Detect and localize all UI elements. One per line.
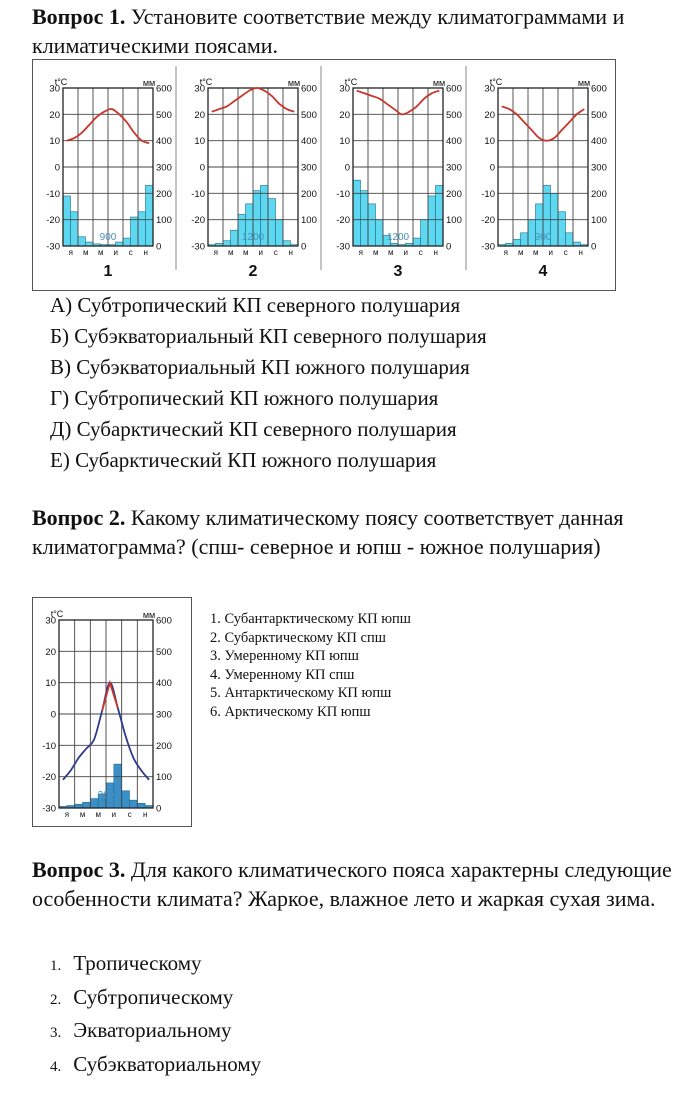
month-label: м xyxy=(373,248,379,257)
precip-tick-label: 0 xyxy=(156,803,162,815)
climatogram xyxy=(46,77,172,280)
q1-answer: Е) Субарктический КП южного полушария xyxy=(50,448,437,472)
precip-bar xyxy=(376,220,384,246)
q2-heading xyxy=(32,503,677,561)
precip-tick-label: 600 xyxy=(156,615,172,627)
q2-option: 2. Субарктическому КП спш xyxy=(210,629,386,646)
q1-answer: Г) Субтропический КП южного полушария xyxy=(50,386,439,410)
temp-tick-label: 10 xyxy=(484,136,495,148)
precip-tick-label: 0 xyxy=(591,241,597,253)
precip-tick-label: 400 xyxy=(156,136,172,148)
month-label: н xyxy=(288,248,293,257)
precip-tick-label: 500 xyxy=(156,109,172,121)
precip-tick-label: 400 xyxy=(156,678,172,690)
total-precip-label: 1200 xyxy=(241,232,265,243)
precip-tick-label: 100 xyxy=(301,215,317,227)
temp-tick-label: -20 xyxy=(481,215,495,227)
temp-axis-label: t°C xyxy=(199,77,213,87)
q2-climatogram-frame xyxy=(32,597,192,827)
precip-bar xyxy=(413,238,421,246)
precip-bar xyxy=(558,212,566,246)
temp-tick-label: -10 xyxy=(42,740,56,752)
q3-heading xyxy=(32,855,677,913)
precip-bar xyxy=(78,237,86,246)
temp-axis-label: t°C xyxy=(50,609,64,619)
q3-option: 2. Субтропическому xyxy=(50,984,234,1009)
temp-axis-label: t°C xyxy=(489,77,503,87)
month-label: я xyxy=(358,248,363,257)
temp-tick-label: -10 xyxy=(46,188,60,200)
month-label: н xyxy=(433,248,438,257)
month-label: я xyxy=(503,248,508,257)
precip-tick-label: 400 xyxy=(301,136,317,148)
temp-tick-label: 0 xyxy=(344,162,350,174)
month-label: м xyxy=(95,810,101,819)
precip-tick-label: 500 xyxy=(591,109,607,121)
q2-option: 4. Умеренному КП спш xyxy=(210,666,355,683)
precip-bar xyxy=(428,196,436,246)
precip-bar xyxy=(114,764,122,808)
q1-answer: А) Субтропический КП северного полушария xyxy=(50,293,461,317)
precip-tick-label: 600 xyxy=(446,83,462,95)
temp-tick-label: -20 xyxy=(46,215,60,227)
chart-number: 3 xyxy=(393,263,403,280)
total-precip-label: 900 xyxy=(99,232,117,243)
precip-axis-label: мм xyxy=(287,78,301,88)
precip-tick-label: 300 xyxy=(156,162,172,174)
precip-bar xyxy=(223,241,231,246)
precip-tick-label: 200 xyxy=(156,740,172,752)
temp-axis-label: t°C xyxy=(54,77,68,87)
precip-bar xyxy=(122,791,130,808)
temp-tick-label: 10 xyxy=(194,136,205,148)
precip-bar xyxy=(513,239,521,246)
precip-tick-label: 100 xyxy=(156,772,172,784)
q1-label: Вопрос 1. xyxy=(32,4,126,29)
precip-tick-label: 300 xyxy=(446,162,462,174)
q3-option: 3. Экваториальному xyxy=(50,1018,232,1042)
month-label: м xyxy=(388,248,394,257)
precip-axis-label: мм xyxy=(432,78,446,88)
temp-tick-label: 20 xyxy=(339,109,350,121)
temp-tick-label: -10 xyxy=(191,188,205,200)
temp-tick-label: 30 xyxy=(339,83,350,95)
temp-tick-label: -30 xyxy=(481,241,495,253)
precip-bar xyxy=(268,199,276,246)
temp-tick-label: 30 xyxy=(49,83,60,95)
precip-bar xyxy=(436,185,444,246)
precip-tick-label: 100 xyxy=(156,215,172,227)
q1-climatograms xyxy=(33,60,615,290)
precip-tick-label: 300 xyxy=(156,709,172,721)
month-label: и xyxy=(113,248,118,257)
q2-option: 6. Арктическому КП юпш xyxy=(210,703,371,720)
month-label: и xyxy=(258,248,263,257)
chart-number: 4 xyxy=(538,263,548,280)
chart-number: 2 xyxy=(248,263,258,280)
temp-tick-label: 0 xyxy=(54,162,60,174)
temp-tick-label: 30 xyxy=(194,83,205,95)
precip-tick-label: 0 xyxy=(301,241,307,253)
month-label: и xyxy=(403,248,408,257)
precip-tick-label: 300 xyxy=(591,162,607,174)
q2-options xyxy=(210,610,411,722)
month-label: с xyxy=(563,248,568,257)
precip-tick-label: 200 xyxy=(446,188,462,200)
precip-tick-label: 600 xyxy=(591,83,607,95)
precip-tick-label: 400 xyxy=(591,136,607,148)
precip-tick-label: 400 xyxy=(446,136,462,148)
temp-tick-label: -20 xyxy=(336,215,350,227)
precip-bar xyxy=(283,241,291,246)
month-label: н xyxy=(143,810,148,819)
precip-bar xyxy=(83,802,91,808)
month-label: я xyxy=(68,248,73,257)
precip-axis-label: мм xyxy=(142,78,156,88)
q3-label: Вопрос 3. xyxy=(32,857,126,882)
precip-bar xyxy=(63,196,71,246)
temp-tick-label: -20 xyxy=(191,215,205,227)
precip-tick-label: 200 xyxy=(301,188,317,200)
month-label: м xyxy=(518,248,524,257)
month-label: м xyxy=(228,248,234,257)
precip-bar xyxy=(368,204,376,246)
month-label: с xyxy=(418,248,423,257)
q2-option: 1. Субантарктическому КП юпш xyxy=(210,611,411,627)
q1-text: Установите соответствие между климатограммами и климатическими поясами. xyxy=(32,4,625,58)
month-label: я xyxy=(64,810,70,819)
temp-tick-label: 10 xyxy=(49,136,60,148)
precip-tick-label: 600 xyxy=(301,83,317,95)
temp-tick-label: 20 xyxy=(49,109,60,121)
q3-option: 1. Тропическому xyxy=(50,951,202,975)
q1-answer: Б) Субэкваториальный КП северного полушария xyxy=(50,324,487,348)
precip-tick-label: 200 xyxy=(591,188,607,200)
temp-tick-label: -30 xyxy=(336,241,350,253)
total-precip-label: 900 xyxy=(534,232,552,243)
temp-tick-label: 0 xyxy=(199,162,205,174)
month-label: с xyxy=(128,248,133,257)
month-label: м xyxy=(83,248,89,257)
precip-bar xyxy=(146,185,154,246)
precip-bar xyxy=(130,800,138,808)
precip-tick-label: 0 xyxy=(446,241,452,253)
precip-bar xyxy=(138,212,146,246)
q2-label: Вопрос 2. xyxy=(32,505,126,530)
month-label: н xyxy=(143,248,148,257)
precip-bar xyxy=(521,233,529,246)
temp-tick-label: 20 xyxy=(45,646,56,658)
temp-tick-label: 30 xyxy=(45,615,56,627)
temp-tick-label: 20 xyxy=(194,109,205,121)
month-label: м xyxy=(98,248,104,257)
total-precip-label: 1200 xyxy=(386,232,410,243)
q1-answers xyxy=(50,290,487,476)
precip-bar xyxy=(71,212,79,246)
temp-tick-label: 10 xyxy=(339,136,350,148)
q1-heading xyxy=(32,2,677,60)
temp-tick-label: -10 xyxy=(481,188,495,200)
precip-bar xyxy=(137,803,145,808)
month-label: м xyxy=(533,248,539,257)
total-precip-label: 300 xyxy=(97,790,115,801)
temp-tick-label: 10 xyxy=(45,678,56,690)
climatogram xyxy=(481,77,607,280)
month-label: и xyxy=(111,810,117,819)
precip-bar xyxy=(566,233,574,246)
precip-bar xyxy=(131,217,139,246)
temp-tick-label: 0 xyxy=(50,709,56,721)
precip-bar xyxy=(361,191,369,246)
precip-tick-label: 500 xyxy=(301,109,317,121)
precip-axis-label: мм xyxy=(142,610,156,620)
temp-tick-label: 0 xyxy=(489,162,495,174)
month-label: я xyxy=(213,248,218,257)
temp-tick-label: -30 xyxy=(46,241,60,253)
precip-tick-label: 200 xyxy=(156,188,172,200)
temp-tick-label: -30 xyxy=(42,803,56,815)
q3-text: Для какого климатического пояса характерны следующие особенности климата? Жаркое, влажное лето и жаркая сухая зима. xyxy=(32,857,672,911)
precip-tick-label: 300 xyxy=(301,162,317,174)
month-label: с xyxy=(273,248,278,257)
q3-option: 4. Субэкваториальному xyxy=(50,1051,262,1076)
temp-tick-label: 20 xyxy=(484,109,495,121)
temp-tick-label: 30 xyxy=(484,83,495,95)
month-label: м xyxy=(79,810,86,819)
chart-number: 1 xyxy=(103,263,113,280)
q2-text: Какому климатическому поясу соответствует данная климатограмма? (спш- северное и юпш - южное полушария) xyxy=(32,505,624,559)
climatogram xyxy=(191,77,317,280)
precip-tick-label: 500 xyxy=(156,646,172,658)
month-label: н xyxy=(578,248,583,257)
precip-tick-label: 100 xyxy=(591,215,607,227)
precip-bar xyxy=(123,238,131,246)
climatogram xyxy=(336,77,462,280)
q1-answer: В) Субэкваториальный КП южного полушария xyxy=(50,355,470,379)
precip-bar xyxy=(353,180,361,246)
month-label: и xyxy=(548,248,553,257)
temp-tick-label: -10 xyxy=(336,188,350,200)
precip-tick-label: 500 xyxy=(446,109,462,121)
q1-answer: Д) Субарктический КП северного полушария xyxy=(50,417,457,441)
precip-tick-label: 600 xyxy=(156,83,172,95)
precip-tick-label: 100 xyxy=(446,215,462,227)
q2-climatogram xyxy=(33,598,191,826)
temp-tick-label: -20 xyxy=(42,772,56,784)
temp-tick-label: -30 xyxy=(191,241,205,253)
precip-tick-label: 0 xyxy=(156,241,162,253)
precip-bar xyxy=(276,220,284,246)
climatogram xyxy=(42,609,172,819)
month-label: с xyxy=(127,810,132,819)
precip-axis-label: мм xyxy=(577,78,591,88)
q1-climatograms-frame xyxy=(32,59,616,291)
q2-option: 5. Антарктическому КП юпш xyxy=(210,685,392,702)
precip-bar xyxy=(421,220,429,246)
q2-option: 3. Умеренному КП юпш xyxy=(210,648,359,665)
month-label: м xyxy=(243,248,249,257)
q3-options xyxy=(50,948,261,1082)
temp-axis-label: t°C xyxy=(344,77,358,87)
precip-bar xyxy=(231,230,239,246)
